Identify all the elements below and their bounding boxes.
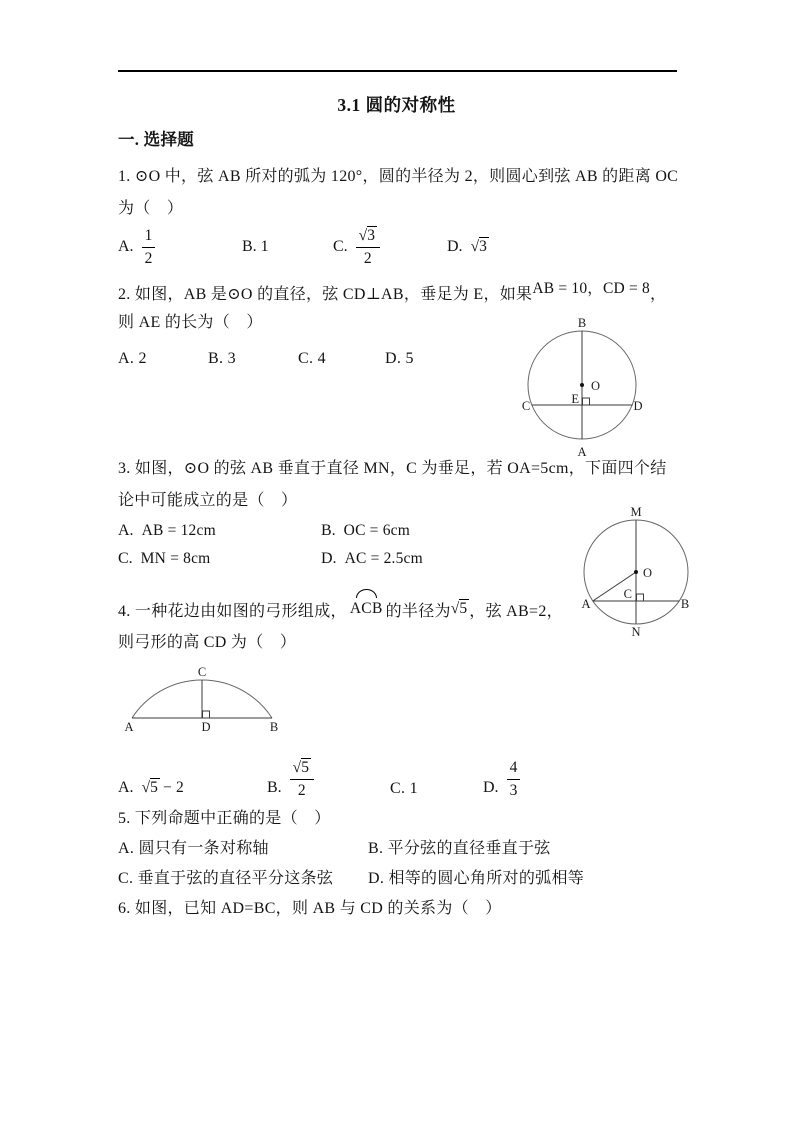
q4-option-b-fraction xyxy=(290,760,314,798)
q5-option-b: B. 平分弦的直径垂直于弦 xyxy=(368,840,551,857)
label-O: O xyxy=(643,566,653,580)
label-D: D xyxy=(633,399,643,413)
fraction-denominator: 2 xyxy=(356,247,380,267)
radical-icon: √ xyxy=(141,779,151,796)
label-N: N xyxy=(631,625,641,639)
right-angle-icon xyxy=(637,594,644,601)
q2-text-pre: 2. 如图，AB 是⊙O 的直径，弦 CD⊥AB，垂足为 E，如果 xyxy=(118,286,533,303)
fraction-denominator: 2 xyxy=(290,779,314,799)
radical-icon: √ xyxy=(292,759,302,776)
q5-option-a: A. 圆只有一条对称轴 xyxy=(118,840,269,857)
label-A: A xyxy=(124,720,134,734)
q3-option-d xyxy=(321,548,423,570)
q5-option-c: C. 垂直于弦的直径平分这条弦 xyxy=(118,870,334,887)
radical-icon: √ xyxy=(358,227,368,244)
label-D: D xyxy=(201,720,211,734)
sqrt-expression: √5 xyxy=(141,779,159,796)
question-3-text-line2: 论中可能成立的是（ ） xyxy=(118,492,298,509)
q3-option-a-label: A. xyxy=(118,522,134,539)
q4-option-b xyxy=(267,750,314,798)
q2-option-c: C. 4 xyxy=(298,350,326,367)
q3-option-d-label: D. xyxy=(321,550,337,567)
q3-circle-figure xyxy=(578,503,698,643)
q1-option-c xyxy=(333,228,380,266)
question-1-text-line2: 为（ ） xyxy=(118,200,184,217)
fraction-denominator: 3 xyxy=(507,779,521,799)
question-2-text-line1 xyxy=(118,278,666,306)
q3-option-c-label: C. xyxy=(118,550,133,567)
label-O: O xyxy=(591,379,601,393)
q4-text-mid: 的半径为 xyxy=(385,603,451,620)
q4-option-d-fraction xyxy=(507,760,521,798)
label-E: E xyxy=(571,392,579,406)
q3-option-b-label: B. xyxy=(321,522,336,539)
label-A: A xyxy=(577,445,587,459)
q1-option-a-label: A. xyxy=(118,238,134,255)
q4-option-a xyxy=(118,776,184,800)
q1-option-d xyxy=(447,228,489,266)
q2-circle-figure xyxy=(515,315,650,460)
header-rule xyxy=(118,70,677,72)
q4-text-pre: 4. 一种花边由如图的弓形组成， xyxy=(118,603,347,620)
q3-option-d-formula: AC = 2.5cm xyxy=(344,550,423,567)
q1-option-d-label: D. xyxy=(447,238,463,255)
question-6-text: 6. 如图，已知 AD=BC，则 AB 与 CD 的关系为（ ） xyxy=(118,900,502,917)
q4-option-d xyxy=(483,752,520,798)
sqrt-expression: √3 xyxy=(470,238,488,255)
sqrt-expression: √5 xyxy=(292,759,309,776)
fraction-numerator: 1 xyxy=(144,227,153,244)
arc-ACB-expression xyxy=(350,598,383,620)
arc-text: ACB xyxy=(349,600,383,617)
q1-option-a-fraction xyxy=(142,228,156,266)
q4-segment-figure xyxy=(118,666,288,734)
q1-option-b xyxy=(242,228,269,266)
center-dot xyxy=(580,383,584,387)
question-5-text: 5. 下列命题中正确的是（ ） xyxy=(118,810,331,827)
right-angle-icon xyxy=(583,398,590,405)
q5-option-d: D. 相等的圆心角所对的弧相等 xyxy=(368,870,585,887)
fraction-numerator: 4 xyxy=(509,759,518,776)
radical-icon: √ xyxy=(470,238,480,255)
label-M: M xyxy=(630,505,642,519)
section-heading: 一. 选择题 xyxy=(118,130,195,149)
q4-option-d-label: D. xyxy=(483,779,499,796)
label-B: B xyxy=(577,316,587,330)
q3-option-b-formula: OC = 6cm xyxy=(343,522,410,539)
q2-option-d: D. 5 xyxy=(385,350,414,367)
q3-option-c-formula: MN = 8cm xyxy=(140,550,211,567)
q2-option-a: A. 2 xyxy=(118,350,147,367)
question-3-text-line1: 3. 如图，⊙O 的弦 AB 垂直于直径 MN，C 为垂足，若 OA=5cm，下面四个结 xyxy=(118,460,667,477)
label-B: B xyxy=(680,597,690,611)
page-title: 3.1 圆的对称性 xyxy=(337,95,456,115)
q1-option-b-label: B. 1 xyxy=(242,238,269,255)
q3-option-a-formula: AB = 12cm xyxy=(141,522,216,539)
q3-option-c xyxy=(118,548,210,570)
q1-option-a xyxy=(118,228,155,266)
q3-option-a xyxy=(118,520,216,542)
label-A: A xyxy=(581,597,591,611)
q1-option-c-label: C. xyxy=(333,238,348,255)
q1-option-c-fraction xyxy=(356,228,380,266)
sqrt-expression: √3 xyxy=(358,227,375,244)
q3-option-b xyxy=(321,520,410,542)
question-4-text-line2: 则弓形的高 CD 为（ ） xyxy=(118,634,297,651)
label-C: C xyxy=(521,399,531,413)
q4-option-b-label: B. xyxy=(267,779,282,796)
right-angle-icon xyxy=(203,711,210,718)
fraction-numerator xyxy=(356,228,380,247)
q4-text-post: ，弦 AB=2， xyxy=(469,603,563,620)
label-B: B xyxy=(269,720,279,734)
label-C: C xyxy=(197,666,207,679)
question-1-text-line1: 1. ⊙O 中，弦 AB 所对的弧为 120°，圆的半径为 2，则圆心到弦 AB 的距离 OC xyxy=(118,168,679,185)
label-C: C xyxy=(623,587,632,601)
center-dot xyxy=(634,570,638,574)
fraction-numerator xyxy=(290,760,314,779)
arc-icon xyxy=(356,589,377,598)
q4-option-a-label: A. xyxy=(118,779,134,796)
q2-inline-equation: AB = 10，CD = 8 xyxy=(532,280,650,297)
question-2-text-line2: 则 AE 的长为（ ） xyxy=(118,314,263,331)
q2-text-post: ， xyxy=(649,286,667,303)
radical-icon: √ xyxy=(450,600,460,617)
q4-option-c: C. 1 xyxy=(390,780,418,797)
sqrt-expression: √5 xyxy=(450,600,468,617)
q4-option-a-expression xyxy=(142,779,184,797)
minus-term: − 2 xyxy=(163,779,184,796)
q2-option-b: B. 3 xyxy=(208,350,236,367)
fraction-denominator: 2 xyxy=(142,247,156,267)
question-4-text-line1 xyxy=(118,598,563,623)
